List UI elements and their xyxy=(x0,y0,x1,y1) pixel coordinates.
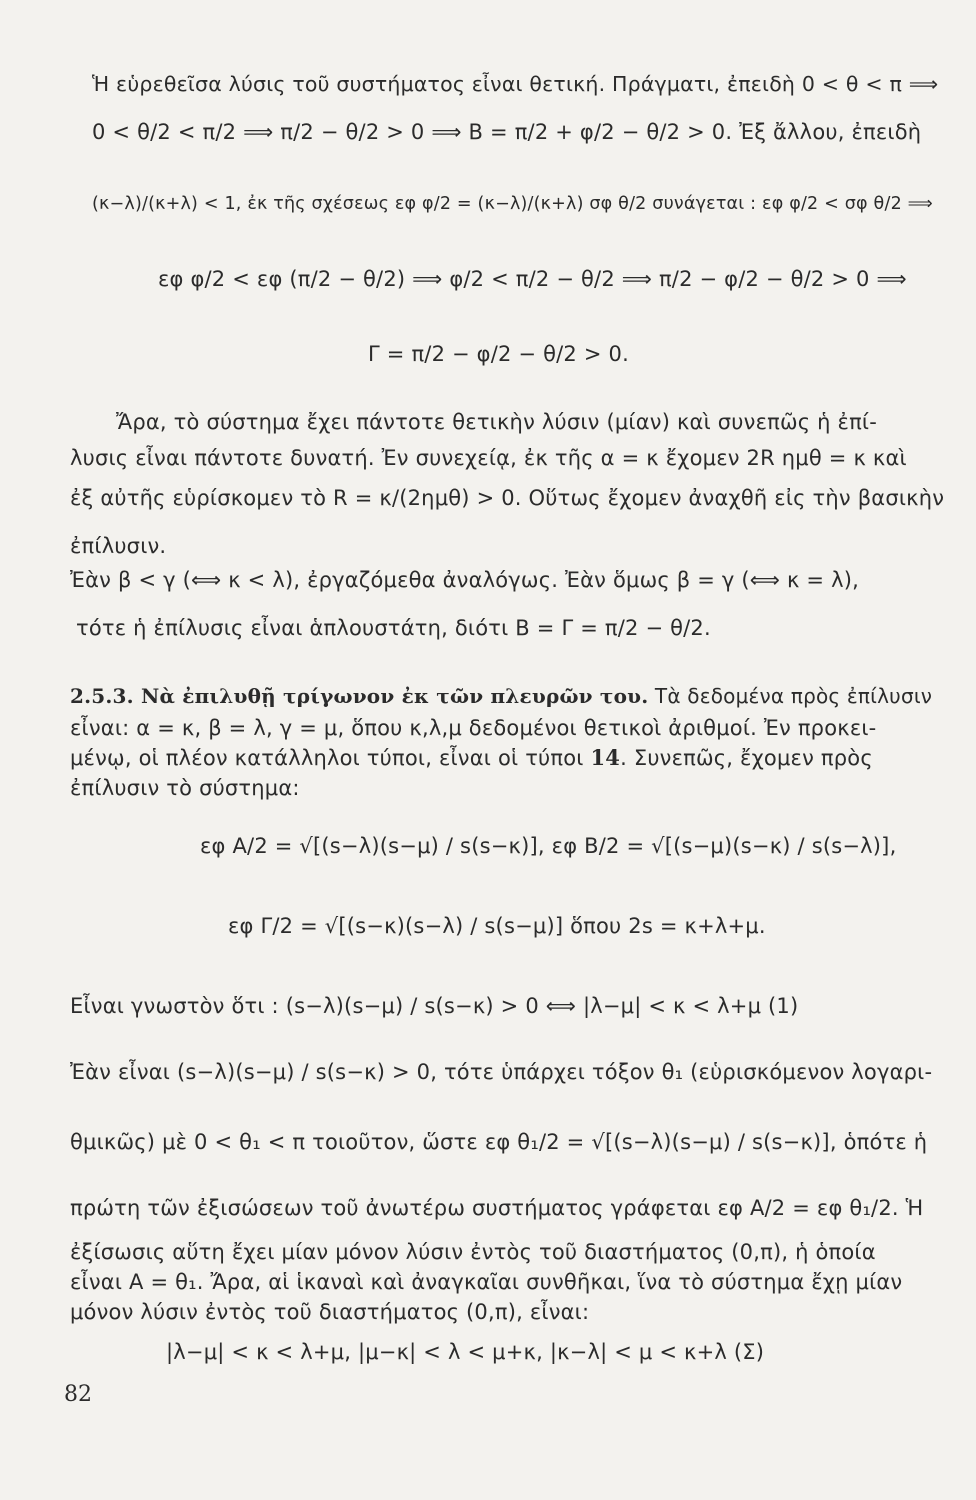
text-line-1: Ἡ εὑρεθεῖσα λύσις τοῦ συστήματος εἶναι θετική. Πράγματι, ἐπειδὴ 0 < θ < π ⟹ xyxy=(92,72,939,96)
text-line-9: ἐπίλυσιν. xyxy=(70,534,167,558)
text-line-14-c: . Συνεπῶς, ἔχομεν πρὸς xyxy=(620,746,873,770)
text-line-13: εἶναι: α = κ, β = λ, γ = μ, ὅπου κ,λ,μ δεδομένοι θετικοὶ ἀριθμοί. Ἐν προκει- xyxy=(70,716,877,740)
text-line-24: μόνον λύσιν ἐντὸς τοῦ διαστήματος (0,π), εἶναι: xyxy=(70,1300,590,1324)
equation-line-20: θμικῶς) μὲ 0 < θ₁ < π τοιοῦτον, ὥστε εφ θ₁/2 = √[(s−λ)(s−μ) / s(s−κ)], ὁπότε ἡ xyxy=(70,1130,928,1154)
text-line-10: Ἐὰν β < γ (⟺ κ < λ), ἐργαζόμεθα ἀναλόγως. Ἐὰν ὅμως β = γ (⟺ κ = λ), xyxy=(70,568,859,592)
equation-line-18: Εἶναι γνωστὸν ὅτι : (s−λ)(s−μ) / s(s−κ) > 0 ⟺ |λ−μ| < κ < λ+μ (1) xyxy=(70,994,799,1018)
text-line-6: Ἄρα, τὸ σύστημα ἔχει πάντοτε θετικὴν λύσιν (μίαν) καὶ συνεπῶς ἡ ἐπί- xyxy=(116,410,878,434)
text-line-11: τότε ἡ ἐπίλυσις εἶναι ἁπλουστάτη, διότι Β = Γ = π/2 − θ/2. xyxy=(76,616,711,640)
formula-ref-14: 14 xyxy=(590,745,621,770)
page-number: 82 xyxy=(64,1382,92,1407)
text-line-7: λυσις εἶναι πάντοτε δυνατή. Ἐν συνεχείᾳ, ἐκ τῆς α = κ ἔχομεν 2R ημθ = κ καὶ xyxy=(70,446,907,470)
text-line-23: εἶναι A = θ₁. Ἄρα, αἱ ἱκαναὶ καὶ ἀναγκαῖαι συνθῆκαι, ἵνα τὸ σύστημα ἔχῃ μίαν xyxy=(70,1270,903,1294)
text-line-14-a: μένῳ, οἱ πλέον κατάλληλοι τύποι, εἶναι οἱ τύποι xyxy=(70,746,591,770)
equation-line-17: εφ Γ/2 = √[(s−κ)(s−λ) / s(s−μ)] ὅπου 2s = κ+λ+μ. xyxy=(228,914,766,938)
text-line-15: ἐπίλυσιν τὸ σύστημα: xyxy=(70,776,300,800)
text-line-14 xyxy=(70,744,873,772)
equation-line-19: Ἐὰν εἶναι (s−λ)(s−μ) / s(s−κ) > 0, τότε ὑπάρχει τόξον θ₁ (εὑρισκόμενον λογαρι- xyxy=(70,1060,933,1084)
section-heading: 2.5.3. Νὰ ἐπιλυθῇ τρίγωνον ἐκ τῶν πλευρῶν του. xyxy=(70,684,649,708)
section-heading-tail: Τὰ δεδομένα πρὸς ἐπίλυσιν xyxy=(648,684,933,708)
text-line-22: ἐξίσωσις αὕτη ἔχει μίαν μόνον λύσιν ἐντὸς τοῦ διαστήματος (0,π), ἡ ὁποία xyxy=(70,1240,876,1264)
equation-line-21: πρώτη τῶν ἐξισώσεων τοῦ ἀνωτέρω συστήματος γράφεται εφ A/2 = εφ θ₁/2. Ἡ xyxy=(70,1196,924,1220)
text-line-8: ἐξ αὐτῆς εὑρίσκομεν τὸ R = κ/(2ημθ) > 0. Οὕτως ἔχομεν ἀναχθῆ εἰς τὴν βασικὴν xyxy=(70,486,945,510)
equation-line-2: 0 < θ/2 < π/2 ⟹ π/2 − θ/2 > 0 ⟹ Β = π/2 + φ/2 − θ/2 > 0. Ἐξ ἄλλου, ἐπειδὴ xyxy=(92,120,922,144)
section-heading-line xyxy=(70,682,932,710)
equation-line-5: Γ = π/2 − φ/2 − θ/2 > 0. xyxy=(368,342,629,366)
equation-line-3: (κ−λ)/(κ+λ) < 1, ἐκ τῆς σχέσεως εφ φ/2 = (κ−λ)/(κ+λ) σφ θ/2 συνάγεται : εφ φ/2 < σφ θ/2 ⟹ xyxy=(92,194,933,214)
equation-line-4: εφ φ/2 < εφ (π/2 − θ/2) ⟹ φ/2 < π/2 − θ/2 ⟹ π/2 − φ/2 − θ/2 > 0 ⟹ xyxy=(158,267,907,291)
equation-line-25: |λ−μ| < κ < λ+μ, |μ−κ| < λ < μ+κ, |κ−λ| < μ < κ+λ (Σ) xyxy=(166,1340,765,1364)
equation-line-16: εφ A/2 = √[(s−λ)(s−μ) / s(s−κ)], εφ B/2 = √[(s−μ)(s−κ) / s(s−λ)], xyxy=(200,834,897,858)
